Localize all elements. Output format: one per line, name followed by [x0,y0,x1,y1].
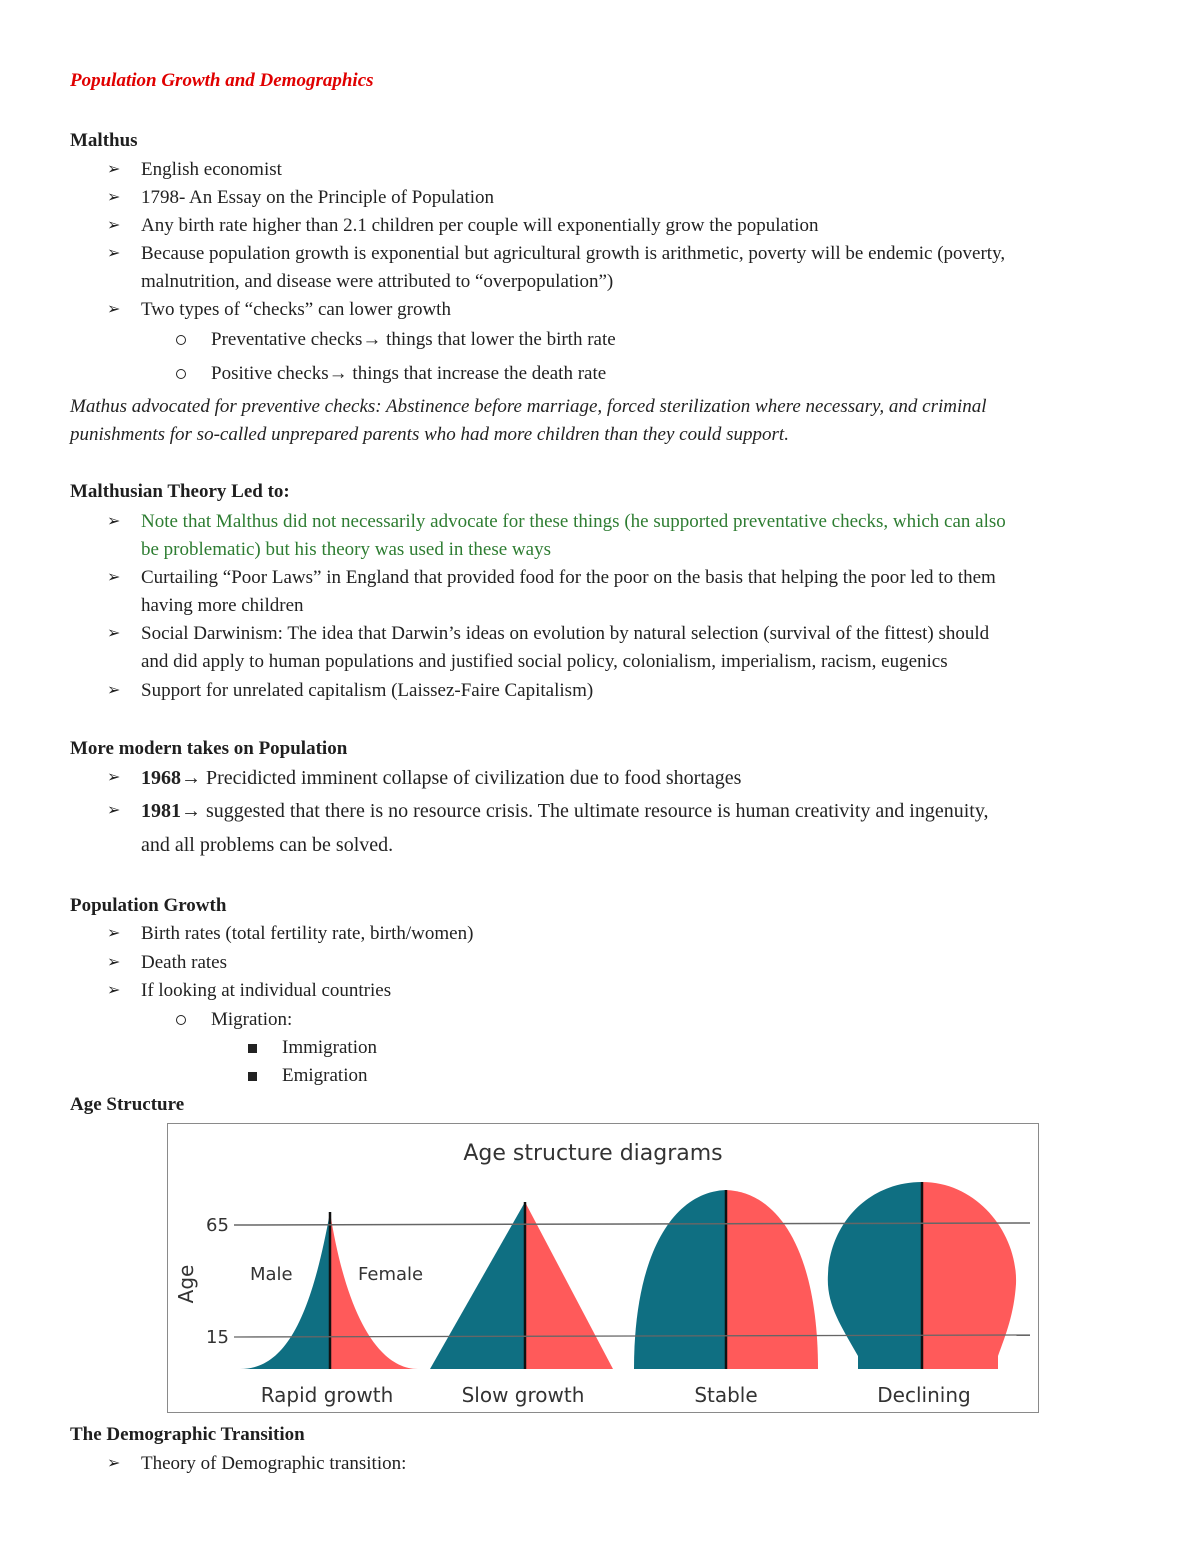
arrow-bullet-icon: ➢ [107,301,121,318]
age-structure-figure [167,1123,1039,1413]
circle-bullet-icon [176,369,186,379]
arrow-bullet-icon: ➢ [107,1455,121,1472]
arrow-bullet-icon: ➢ [107,217,121,234]
legend-female: Female [358,1264,424,1285]
legend-male: Male [250,1264,293,1285]
list-item-continuation: be problematic) but his theory was used in these ways [141,539,551,560]
arrow-bullet-icon: ➢ [107,569,121,586]
list-item: Theory of Demographic transition: [141,1453,407,1474]
section-heading-modern-takes: More modern takes on Population [70,738,348,759]
year-label: 1968 [141,767,181,789]
age-structure-chart [168,1124,1040,1414]
list-item-continuation: and did apply to human populations and justified social policy, colonialism, imperialism, racism, eugenics [141,651,948,672]
list-item: Curtailing “Poor Laws” in England that provided food for the poor on the basis that helping the poor led to them [141,567,996,588]
section-heading-population-growth: Population Growth [70,895,227,916]
sub-sub-list-item: Immigration [282,1037,377,1058]
arrow-bullet-icon: ➢ [107,954,121,971]
category-label-slow: Slow growth [461,1383,585,1407]
category-label-stable: Stable [694,1383,758,1407]
list-item-continuation: and all problems can be solved. [141,834,394,856]
arrow-bullet-icon: ➢ [107,802,121,819]
pyramid-slow-female [525,1202,613,1369]
arrow-bullet-icon: ➢ [107,682,121,699]
sub-list-item: Preventative checks→ things that lower the birth rate [211,329,616,350]
year-label: 1981 [141,800,181,822]
chart-title: Age structure diagrams [463,1141,723,1166]
pyramid-stable-female [726,1190,818,1369]
list-item: Birth rates (total fertility rate, birth/women) [141,923,474,944]
tick-label-65: 65 [206,1215,229,1236]
y-axis-label: Age [174,1264,198,1304]
list-item-continuation: having more children [141,595,304,616]
arrow-bullet-icon: ➢ [107,161,121,178]
list-item-note: Note that Malthus did not necessarily advocate for these things (he supported preventative checks, which can also [141,511,1006,532]
list-item: Two types of “checks” can lower growth [141,299,451,320]
pyramid-rapid-male [240,1212,330,1369]
page-title: Population Growth and Demographics [70,70,374,91]
arrow-bullet-icon: ➢ [107,245,121,262]
tick-label-15: 15 [206,1327,229,1348]
note-text: punishments for so-called unprepared parents who had more children than they could support. [70,424,789,445]
circle-bullet-icon [176,1015,186,1025]
section-heading-malthus: Malthus [70,130,138,151]
list-item-text: → Precidicted imminent collapse of civilization due to food shortages [181,767,742,789]
list-item [141,764,741,792]
pyramid-declining-male [828,1182,922,1369]
arrow-bullet-icon: ➢ [107,189,121,206]
list-item: 1798- An Essay on the Principle of Population [141,187,495,208]
list-item: Any birth rate higher than 2.1 children per couple will exponentially grow the population [141,215,819,236]
arrow-bullet-icon: ➢ [107,925,121,942]
list-item: Social Darwinism: The idea that Darwin’s ideas on evolution by natural selection (survival of the fittest) should [141,623,990,644]
list-item: Support for unrelated capitalism (Laissez-Faire Capitalism) [141,680,594,701]
list-item-continuation: malnutrition, and disease were attributed to “overpopulation”) [141,271,614,292]
list-item: If looking at individual countries [141,980,392,1001]
pyramid-declining-female [922,1182,1016,1369]
sub-list-item: Migration: [211,1009,293,1030]
arrow-bullet-icon: ➢ [107,982,121,999]
circle-bullet-icon [176,335,186,345]
sub-list-item: Positive checks→ things that increase the death rate [211,363,607,384]
arrow-bullet-icon: ➢ [107,769,121,786]
pyramid-rapid-female [330,1212,418,1369]
pyramid-slow-male [430,1202,525,1369]
sub-sub-list-item: Emigration [282,1065,368,1086]
square-bullet-icon [248,1044,257,1053]
section-heading-age-structure: Age Structure [70,1094,185,1115]
list-item: Because population growth is exponential but agricultural growth is arithmetic, poverty will be endemic (poverty, [141,243,1006,264]
category-label-rapid: Rapid growth [260,1383,394,1407]
section-heading-malthusian-theory: Malthusian Theory Led to: [70,481,290,502]
square-bullet-icon [248,1072,257,1081]
list-item: Death rates [141,952,227,973]
list-item [141,797,989,825]
list-item-text: → suggested that there is no resource crisis. The ultimate resource is human creativity and ingenuity, [181,800,989,822]
list-item: English economist [141,159,282,180]
arrow-bullet-icon: ➢ [107,513,121,530]
arrow-bullet-icon: ➢ [107,625,121,642]
note-text: Mathus advocated for preventive checks: Abstinence before marriage, forced sterilization where necessary, and criminal [70,396,987,417]
category-label-declining: Declining [877,1383,971,1407]
section-heading-demographic-transition: The Demographic Transition [70,1424,305,1445]
pyramid-stable-male [634,1190,726,1369]
